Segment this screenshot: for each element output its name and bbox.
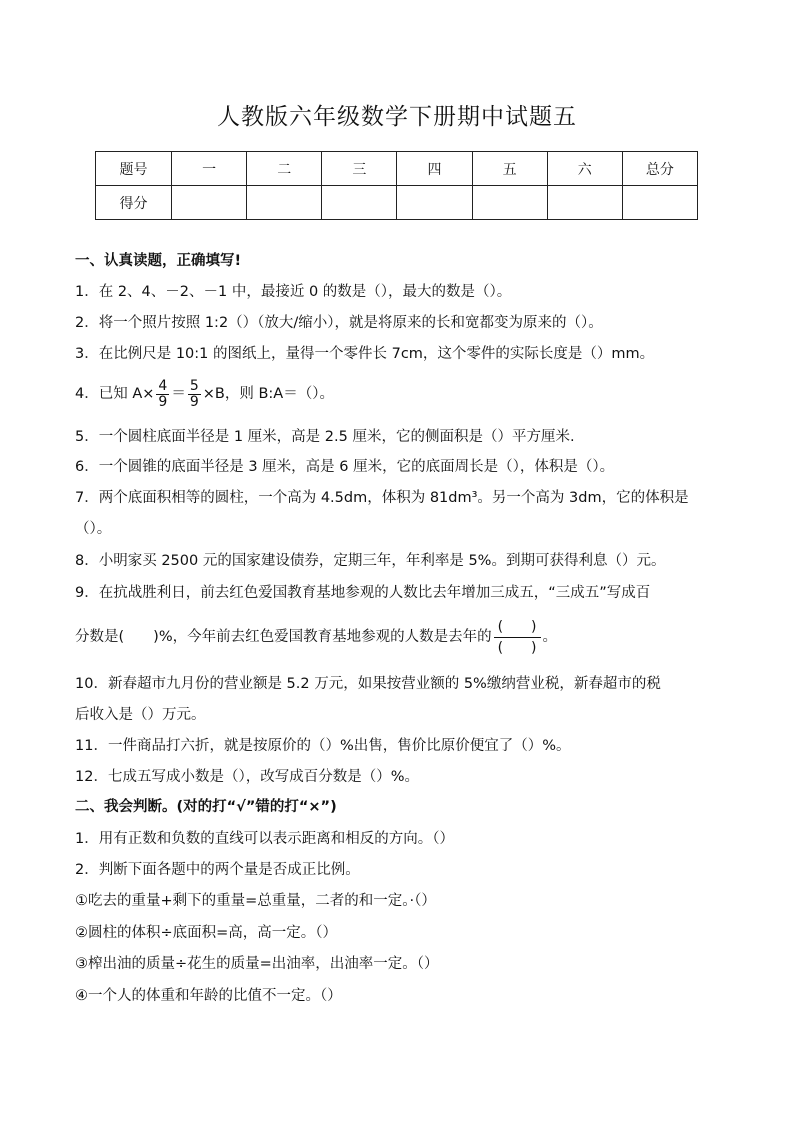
question-10-line-2: 后收入是（）万元。	[75, 707, 206, 723]
score-cell[interactable]	[547, 186, 622, 220]
equals-sign: ＝	[171, 386, 186, 402]
question-11: 11．一件商品打六折，就是按原价的（）%出售，售价比原价便宜了（）%。	[75, 738, 571, 754]
score-header-cell: 六	[547, 152, 622, 186]
score-table-header-row	[96, 152, 698, 186]
score-header-cell: 总分	[622, 152, 697, 186]
score-cell[interactable]	[397, 186, 472, 220]
fraction-5-9	[188, 379, 201, 410]
score-row-label: 得分	[96, 186, 172, 220]
question-9-prefix: 分数是( )%，今年前去红色爱国教育基地参观的人数是去年的	[75, 629, 492, 645]
score-header-cell: 一	[172, 152, 247, 186]
section2-heading: 二、我会判断。(对的打“√”错的打“×”)	[75, 799, 337, 815]
question-7-line-2: （）。	[75, 521, 112, 537]
question-8: 8．小明家买 2500 元的国家建设债券，定期三年，年利率是 5%。到期可获得利息（）元。	[75, 553, 666, 569]
blank-numerator: ( )	[494, 617, 541, 638]
score-cell[interactable]	[622, 186, 697, 220]
blank-denominator: ( )	[497, 639, 537, 656]
question-1: 1．在 2、4、－2、－1 中，最接近 0 的数是（），最大的数是（）。	[75, 284, 512, 300]
question-6: 6．一个圆锥的底面半径是 3 厘米，高是 6 厘米，它的底面周长是（），体积是（）。	[75, 459, 615, 475]
question-9-line-2	[75, 614, 557, 660]
fraction-numerator: 5	[189, 377, 199, 394]
section1-heading: 一、认真读题，正确填写!	[75, 253, 242, 269]
judge-sub-4: ④一个人的体重和年龄的比值不一定。（）	[75, 988, 342, 1004]
judge-question-2: 2．判断下面各题中的两个量是否成正比例。	[75, 862, 360, 878]
question-4-suffix: ×B，则 B:A＝（）。	[202, 386, 334, 402]
question-9-line-1: 9．在抗战胜利日，前去红色爱国教育基地参观的人数比去年增加三成五，“三成五”写成百	[75, 585, 651, 601]
page-title: 人教版六年级数学下册期中试题五	[217, 104, 577, 130]
score-header-cell: 五	[472, 152, 547, 186]
question-7-line-1: 7．两个底面积相等的圆柱，一个高为 4.5dm，体积为 81dm³。另一个高为 3dm，它的体积是	[75, 490, 689, 506]
score-cell[interactable]	[322, 186, 397, 220]
question-4-prefix: 4．已知 A×	[75, 386, 155, 402]
blank-fraction	[494, 617, 541, 658]
fraction-4-9	[156, 379, 169, 410]
question-9-suffix: 。	[542, 629, 558, 645]
question-4	[75, 376, 334, 412]
question-3: 3．在比例尺是 10:1 的图纸上，量得一个零件长 7cm，这个零件的实际长度是（）mm。	[75, 346, 655, 362]
score-cell[interactable]	[172, 186, 247, 220]
score-table-score-row	[96, 186, 698, 220]
question-5: 5．一个圆柱底面半径是 1 厘米，高是 2.5 厘米，它的侧面积是（）平方厘米.	[75, 429, 575, 445]
score-header-cell: 题号	[96, 152, 172, 186]
question-2: 2．将一个照片按照 1:2（）（放大/缩小），就是将原来的长和宽都变为原来的（）。	[75, 315, 603, 331]
score-cell[interactable]	[472, 186, 547, 220]
score-cell[interactable]	[247, 186, 322, 220]
judge-question-1: 1．用有正数和负数的直线可以表示距离和相反的方向。（）	[75, 831, 454, 847]
score-header-cell: 三	[322, 152, 397, 186]
fraction-numerator: 4	[158, 377, 168, 394]
fraction-denominator: 9	[158, 393, 168, 410]
judge-sub-3: ③榨出油的质量÷花生的质量=出油率，出油率一定。（）	[75, 956, 439, 972]
question-10-line-1: 10．新春超市九月份的营业额是 5.2 万元，如果按营业额的 5%缴纳营业税，新春超市的税	[75, 676, 661, 692]
score-header-cell: 二	[247, 152, 322, 186]
fraction-denominator: 9	[189, 393, 199, 410]
question-12: 12．七成五写成小数是（），改写成百分数是（）%。	[75, 769, 419, 785]
judge-sub-1: ①吃去的重量+剩下的重量=总重量，二者的和一定。·（）	[75, 893, 436, 909]
judge-sub-2: ②圆柱的体积÷底面积=高，高一定。（）	[75, 925, 338, 941]
score-header-cell: 四	[397, 152, 472, 186]
score-table	[95, 151, 698, 220]
